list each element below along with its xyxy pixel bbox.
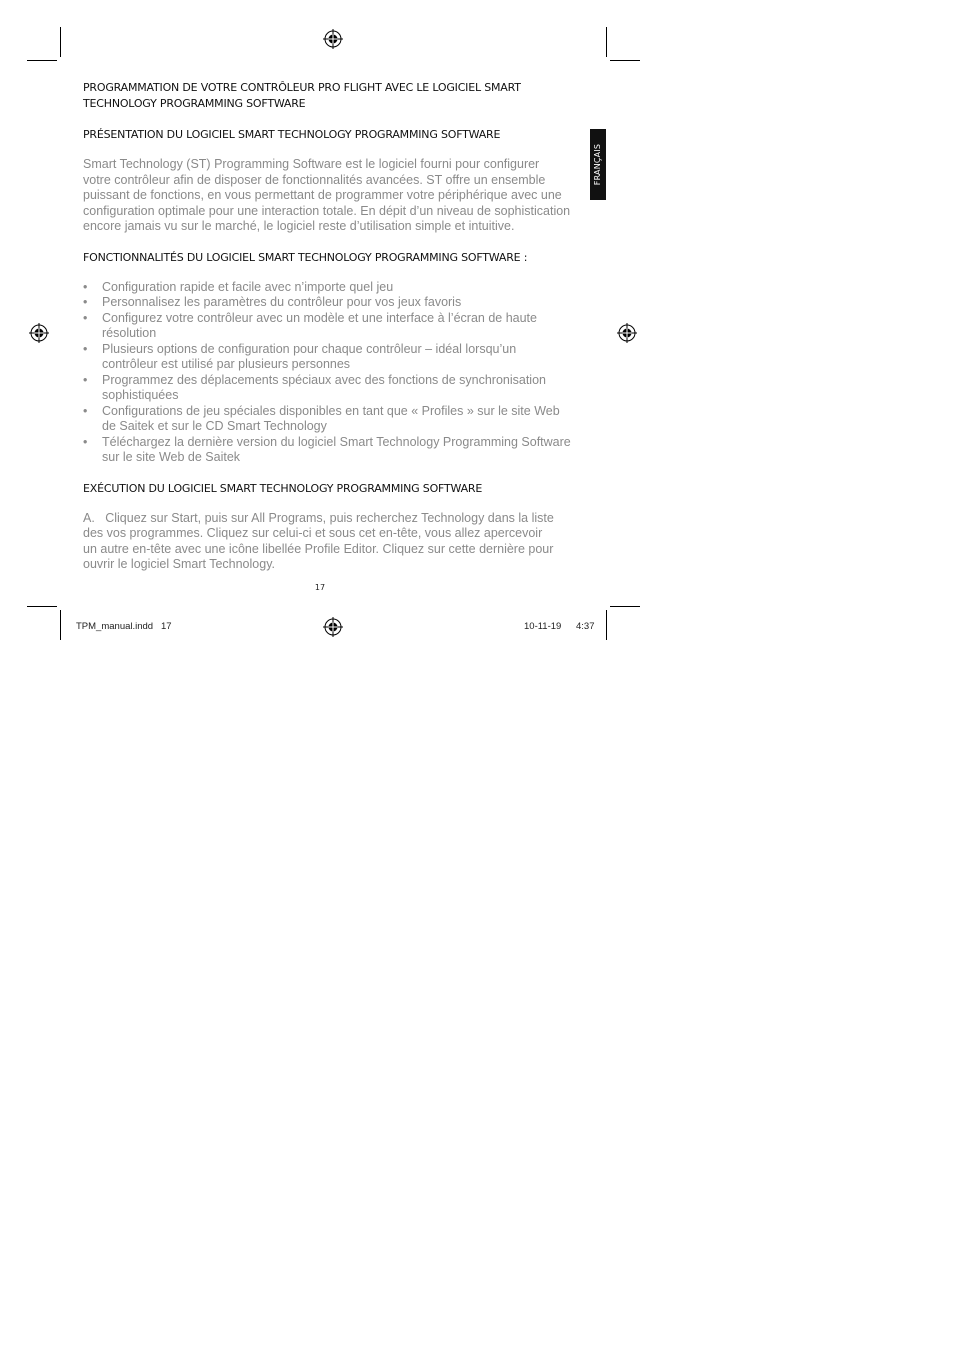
main-title-line-2: TECHNOLOGY PROGRAMMING SOFTWARE [83,97,306,110]
features-heading: FONCTIONNALITÉS DU LOGICIEL SMART TECHNOLOGY PROGRAMMING SOFTWARE : [83,250,528,264]
bullet-icon: • [83,403,88,418]
presentation-line: Smart Technology (ST) Programming Software est le logiciel fourni pour configurer [83,157,540,171]
list-item [83,342,588,373]
list-item [83,435,588,466]
crop-mark-bottom-left-h [27,606,57,607]
list-item-text: Plusieurs options de configuration pour chaque contrôleur – idéal lorsqu’un [102,341,517,356]
list-item [83,404,588,435]
presentation-paragraph [83,157,588,235]
execution-paragraph [83,511,588,573]
presentation-line: encore jamais vu sur le marché, le logiciel reste d’utilisation simple et intuitive. [83,219,515,233]
bullet-icon: • [83,279,88,294]
list-item-text: sur le site Web de Saitek [102,450,241,464]
list-item-text: Configurations de jeu spéciales disponibles en tant que « Profiles » sur le site Web [102,403,560,418]
list-item-text: Programmez des déplacements spéciaux avec des fonctions de synchronisation [102,372,546,387]
execution-heading: EXÉCUTION DU LOGICIEL SMART TECHNOLOGY PROGRAMMING SOFTWARE [83,481,483,495]
presentation-heading: PRÉSENTATION DU LOGICIEL SMART TECHNOLOGY PROGRAMMING SOFTWARE [83,128,501,141]
slug-time: 4:37 [576,621,595,632]
presentation-line: puissant de fonctions, en vous permettant de programmer votre périphérique avec une [83,188,562,202]
slug-date: 10-11-19 [524,621,562,632]
presentation-line: votre contrôleur afin de disposer de fonctionnalités avancées. ST offre un ensemble [83,172,546,187]
registration-mark-icon [323,29,343,49]
language-tab [590,129,606,200]
list-item-text: résolution [102,326,157,340]
list-item [83,311,588,342]
execution-line: ouvrir le logiciel Smart Technology. [83,557,275,571]
page-number: 17 [314,583,326,592]
list-item [83,280,588,296]
crop-mark-top-right-v [606,27,607,57]
execution-line: A. Cliquez sur Start, puis sur All Programs, puis recherchez Technology dans la liste [83,510,554,525]
features-list [83,280,588,466]
crop-mark-top-left-v [60,27,61,57]
list-item-text: Configurez votre contrôleur avec un modèle et une interface à l’écran de haute [102,310,537,325]
presentation-line: configuration optimale pour une interaction totale. En dépit d’un niveau de sophistication [83,203,571,218]
execution-line: un autre en-tête avec une icône libellée Profile Editor. Cliquez sur cette dernière pour [83,541,554,556]
list-item-text: Personnalisez les paramètres du contrôleur pour vos jeux favoris [102,295,462,309]
list-item [83,373,588,404]
crop-mark-top-right-h [610,60,640,61]
crop-mark-bottom-left-v [60,610,61,640]
crop-mark-top-left-h [27,60,57,61]
registration-mark-icon [617,323,637,343]
crop-mark-bottom-right-v [606,610,607,640]
main-title [83,80,588,112]
list-item-text: de Saitek et sur le CD Smart Technology [102,419,327,433]
language-tab-label: FRANÇAIS [593,143,603,186]
execution-line: des vos programmes. Cliquez sur celui-ci et sous cet en-tête, vous allez apercevoir [83,526,543,540]
bullet-icon: • [83,295,88,309]
list-item-text: contrôleur est utilisé par plusieurs personnes [102,357,351,371]
page-content [83,80,588,573]
list-item-text: Configuration rapide et facile avec n’importe quel jeu [102,279,394,294]
main-title-line-1: PROGRAMMATION DE VOTRE CONTRÔLEUR PRO FLIGHT AVEC LE LOGICIEL SMART [83,81,521,94]
list-item [83,295,588,311]
list-item-text: Téléchargez la dernière version du logiciel Smart Technology Programming Software [102,434,571,449]
list-item-text: sophistiquées [102,388,179,402]
bullet-icon: • [83,310,88,325]
bullet-icon: • [83,372,88,387]
bullet-icon: • [83,434,88,449]
registration-mark-icon [323,617,343,637]
registration-mark-icon [29,323,49,343]
slug-file: TPM_manual.indd 17 [76,621,172,632]
bullet-icon: • [83,341,88,356]
crop-mark-bottom-right-h [610,606,640,607]
